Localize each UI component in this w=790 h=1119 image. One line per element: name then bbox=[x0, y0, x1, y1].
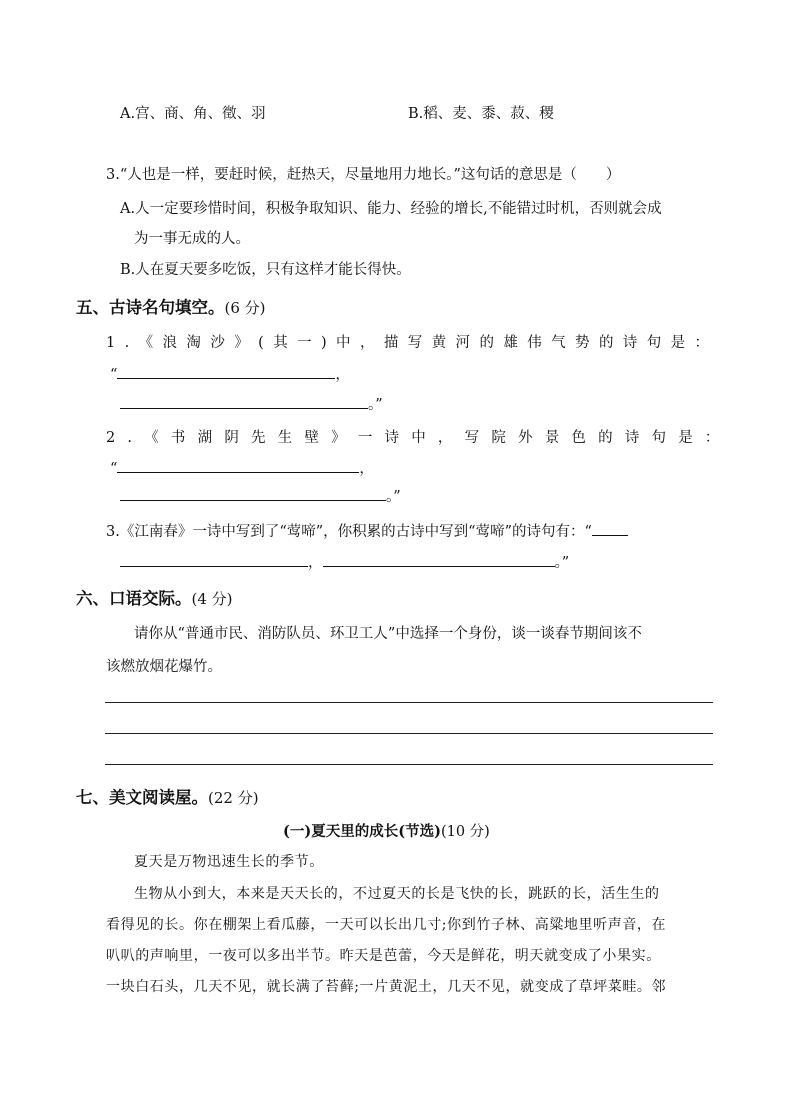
section-7-title: 七、美文阅读屋。 bbox=[76, 788, 208, 807]
poem-question-3 bbox=[106, 520, 628, 541]
reading-paragraph-2-line3: 叭叭的声响里，一夜可以多出半节。昨天是芭蕾，今天是鲜花，明天就变成了小果实。 bbox=[106, 948, 661, 964]
open-quote: “ bbox=[110, 367, 118, 383]
answer-line[interactable] bbox=[105, 733, 713, 734]
section-5-score: (6 分) bbox=[224, 299, 266, 317]
reading-subtitle-score: (10 分) bbox=[440, 824, 490, 840]
answer-blank[interactable] bbox=[117, 377, 335, 379]
reading-paragraph-2-line4: 一块白石头，几天不见，就长满了苔藓;一片黄泥土，几天不见，就变成了草坪菜畦。邻 bbox=[106, 979, 667, 995]
answer-line[interactable] bbox=[105, 702, 713, 703]
comma: ， bbox=[335, 367, 350, 383]
open-quote: “ bbox=[110, 461, 118, 477]
section-7-score: (22 分) bbox=[208, 789, 259, 807]
answer-blank[interactable] bbox=[120, 565, 308, 567]
period-close-quote: 。” bbox=[386, 489, 401, 505]
poem-q2-line1 bbox=[110, 457, 374, 478]
oral-prompt-line2: 该燃放烟花爆竹。 bbox=[106, 659, 222, 675]
comma: ， bbox=[308, 555, 323, 571]
question-3-option-a-line1: A.人一定要珍惜时间，积极争取知识、能力、经验的增长,不能错过时机，否则就会成 bbox=[120, 201, 662, 217]
poem-question-2: 2.《书湖阴先生壁》一诗中，写院外景色的诗句是： bbox=[106, 430, 732, 446]
reading-paragraph-2-line1: 生物从小到大，本来是天天长的，不过夏天的长是飞快的长，跳跃的长，活生生的 bbox=[134, 886, 660, 902]
poem-q1-line1 bbox=[110, 363, 350, 384]
question-3-stem: 3.“人也是一样，要赶时候，赶热天，尽量地用力地长。”这句话的意思是（ ） bbox=[106, 167, 621, 183]
reading-subtitle bbox=[283, 820, 490, 841]
section-5-title: 五、古诗名句填空。 bbox=[76, 298, 225, 317]
option-b: B.稻、麦、黍、菽、稷 bbox=[408, 106, 554, 122]
poem-question-1: 1.《浪淘沙》(其一)中，描写黄河的雄伟气势的诗句是： bbox=[106, 335, 719, 351]
answer-blank[interactable] bbox=[120, 407, 368, 409]
section-7-heading bbox=[76, 784, 259, 808]
answer-blank[interactable] bbox=[117, 471, 359, 473]
section-6-title: 六、口语交际。 bbox=[76, 589, 192, 608]
reading-paragraph-2-line2: 看得见的长。你在棚架上看瓜藤，一天可以长出几寸;你到竹子林、高粱地里听声音，在 bbox=[106, 917, 667, 933]
answer-blank[interactable] bbox=[120, 499, 386, 501]
answer-line[interactable] bbox=[105, 764, 713, 765]
reading-paragraph-1: 夏天是万物迅速生长的季节。 bbox=[134, 854, 324, 870]
option-a: A.宫、商、角、徵、羽 bbox=[120, 106, 266, 122]
question-3-option-a-line2: 为一事无成的人。 bbox=[134, 231, 250, 247]
poem-question-3-text: 3.《江南春》一诗中写到了“莺啼”，你积累的古诗中写到“莺啼”的诗句有：“ bbox=[106, 524, 592, 540]
comma: ， bbox=[359, 461, 374, 477]
question-3-option-b: B.人在夏天要多吃饭，只有这样才能长得快。 bbox=[120, 262, 411, 278]
answer-blank[interactable] bbox=[592, 534, 628, 536]
section-5-heading bbox=[76, 294, 266, 318]
period-close-quote: 。” bbox=[368, 397, 383, 413]
section-6-heading bbox=[76, 585, 233, 609]
oral-prompt-line1: 请你从“普通市民、消防队员、环卫工人”中选择一个身份，谈一谈春节期间该不 bbox=[134, 626, 642, 642]
reading-subtitle-text: (一)夏天里的成长(节选) bbox=[283, 823, 441, 840]
period-close-quote: 。” bbox=[554, 555, 570, 571]
section-6-score: (4 分) bbox=[191, 590, 233, 608]
poem-q3-line2 bbox=[120, 551, 569, 572]
poem-q2-line2 bbox=[120, 485, 401, 506]
poem-q1-line2 bbox=[120, 393, 383, 414]
answer-blank[interactable] bbox=[323, 565, 555, 567]
